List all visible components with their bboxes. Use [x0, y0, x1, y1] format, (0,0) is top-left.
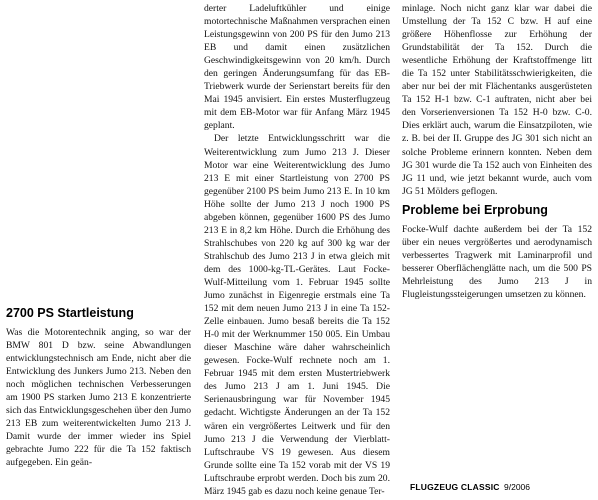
column-2: [204, 2, 390, 498]
paragraph: Was die Motorentechnik anging, so war der BMW 801 D bzw. seine Abwandlungen entwicklungstechnisch am Ende, nicht aber die Entwicklung des Junkers Jumo 213. Neben den noch möglichen technischen Verbesserungen am 1900 PS starken Jumo 213 E konzentrierte sich das Entwicklungsgeschehen über den Jumo 213 EB zum weiterentwickelten Jumo 213 J. Damit wurde der immer wieder ins Spiel gebrachte Jumo 222 für die Ta 152 faktisch aufgegeben. Ein geän-: [6, 327, 191, 469]
column-1: [6, 306, 191, 470]
paragraph: Focke-Wulf dachte außerdem bei der Ta 152 über ein neues vergrößertes und aerodynamisch verbessertes Tragwerk mit Laminarprofil und besserer Oberflächenglätte nach, um die 500 PS Mehrleistung des Jumo 213 J in Flugleistungssteigerungen umsetzen zu können.: [402, 223, 592, 300]
paragraph: derter Ladeluftkühler und einige motortechnische Maßnahmen versprachen einen Leistungsgewinn von 200 PS für den Jumo 213 EB und damit einen zusätzlichen Geschwindigkeitsgewinn von 20 km/h. Durch den geringen Änderungsumfang für das EB-Triebwerk wurde der Serienstart bereits für den Mai 1945 anvisiert. Ein erstes Musterflugzeug mit dem EB-Motor war für Anfang März 1945 geplant.: [204, 3, 390, 132]
section-heading-erprobung: Probleme bei Erprobung: [402, 202, 548, 217]
page-footer: [410, 482, 530, 492]
paragraph: minlage. Noch nicht ganz klar war dabei die Umstellung der Ta 152 C bzw. H auf eine größere Höhenflosse zur Erhöhung der Grundstabilität der Ta 152. Durch die wesentliche Erhöhung der Kraftstoffmenge litt die Ta 152 unter Stabilitätsschwierigkeiten, die aber nur bei der mit Flächentanks ausgerüsteten Ta 152 H-1 bzw. C-1 auftraten, nicht aber bei den Vorserienversionen Ta 152 H-0 bzw. C-0. Dies erklärt auch, warum die Einsatzpiloten, wie z. B. bei der II. Gruppe des JG 301 sich nicht an solche Probleme erinnern konnten. Neben dem JG 301 wurde die Ta 152 auch von Einheiten des JG 11 und, wie jetzt bekannt wurde, auch vom JG 51 Mölders geflogen.: [402, 3, 592, 197]
section-heading-startleistung: 2700 PS Startleistung: [6, 306, 134, 320]
column-3: [402, 2, 592, 301]
paragraph: Der letzte Entwicklungsschritt war die Weiterentwicklung zum Jumo 213 J. Dieser Motor war eine Weiterentwicklung des Jumo 213 E mit einer Startleistung von 2700 PS gegenüber 2100 PS beim Jumo 213 E. In 10 km Höhe sollte der Jumo 213 J noch 1900 PS abgeben können, gegenüber 1600 PS des Jumo 213 E in 8,2 km Höhe. Durch die Erhöhung des Strahlschubes von 220 kg auf 300 kg war der Strahlschub des Jumo 213 J in etwa gleich mit dem des 1000-kg-TL-Gerätes. Laut Focke-Wulf-Mitteilung vom 1. Februar 1945 sollte Jumo zunächst in Eigenregie erstmals eine Ta 152 mit dem neuen Jumo 213 J in eine Ta 152-Zelle einbauen. Jumo besaß bereits die Ta 152 H-0 mit der Werknummer 150 005. Ein Umbau dieser Maschine wäre daher wahrscheinlich gewesen. Focke-Wulf rechnete noch am 1. Februar 1945 mit dem ersten Mustertriebwerk des Jumo 213 J am 1. Juni 1945. Die Serienausbringung war für November 1945 gedacht. Wichtigste Änderungen an der Ta 152 wären ein vergrößertes Leitwerk und für den Jumo 213 J die Verwendung der Vierblatt-Luftschraube VS 19 gewesen. Aus diesem Grunde sollte eine Ta 152 vorab mit der VS 19 Luftschraube erprobt werden. Doch bis zum 20. März 1945 gab es dazu noch keine genaue Ter-: [204, 133, 390, 497]
magazine-name: FLUGZEUG CLASSIC: [410, 482, 500, 492]
issue-number: 9/2006: [504, 482, 530, 492]
